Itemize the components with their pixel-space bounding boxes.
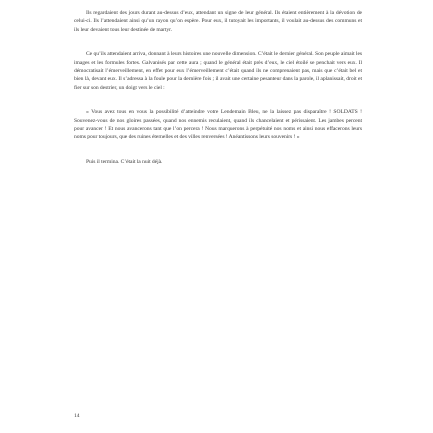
paragraph-4: Puis il termina. C’était la nuit déjà. — [86, 158, 163, 165]
paragraph-3-speech: « Vous avez tous en vous la possibilité d’atteindre votre Lendemain Bleu, ne la laissez pas disparaître ! SOLDATS ! Souvenez-vous de nos gloires passées, quand nos ennemis reculaient, quand ils chancelaient et périssaient. Les jambes percent pour avancer ! Et nous avancerons tant que l’on percera ! Nous marquerons à perpétuité nos noms et ainsi nous effacerons leurs noms pour toujours, que des ruines éternelles et des villes renversées ! Anéantissons leurs souvenirs ! » — [74, 109, 362, 141]
book-page — [74, 5, 362, 429]
paragraph-1: Ils regardaient des jours durant au-dessus d’eux, attendant un signe de leur général. Ils étaient entièrement à la dévotion de celui-ci. Ils l’attendaient ainsi qu’un rayon qu’on espère. Pour eux, il tutoyait les importants, il voulait au-dessus des communs et ils leur devaient tous leur destinée de martyr. — [74, 10, 362, 33]
paragraph-2: Ce qu’ils attendaient arriva, donnant à leurs histoires une nouvelle dimension. C’était le dernier général. Son peuple aimait les images et les formules fortes. Galvanisés par cette aura ; quand le général était près d’eux, le ciel étoilé se penchait vers eux. Il démocratisait l’émerveillement, en effet pour eux l’émerveillement c’était quand ils ne comprenaient pas, mais que c’était bel et bien là, devant eux. Il s’adressa à la foule pour la dernière fois ; il avait une certaine pesanteur dans la parole, il aplanissait, droit et fier sur son destrier, un doigt vers le ciel : — [74, 51, 362, 91]
page-number: 14 — [74, 413, 80, 419]
